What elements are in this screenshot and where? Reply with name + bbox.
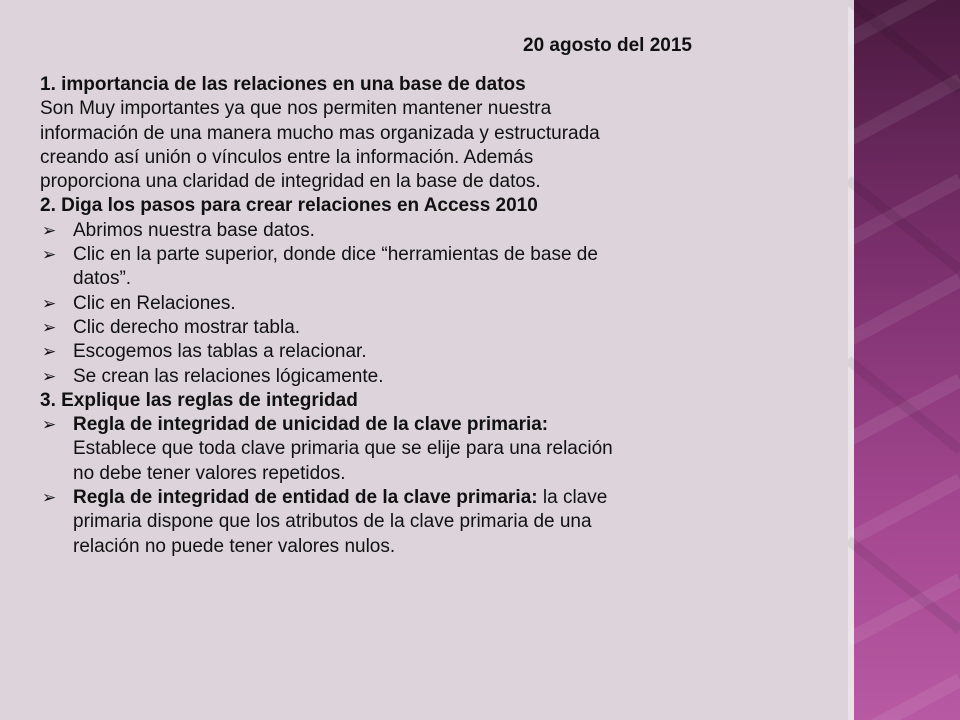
step-item [40,365,840,389]
step-text-continued: datos”. [73,268,132,290]
q1-heading: 1. importancia de las relaciones en una base de datos [40,74,526,95]
rule-text: Establece que toda clave primaria que se elije para una relación [73,438,613,460]
arrow-bullet-icon: ➢ [42,293,57,313]
arrow-bullet-icon: ➢ [42,488,57,508]
rule-text: relación no puede tener valores nulos. [73,535,396,557]
q1-line-4: proporciona una claridad de integridad en la base de datos. [40,171,541,193]
arrow-bullet-icon: ➢ [42,342,57,362]
step-item [40,340,840,364]
step-text: Clic en Relaciones. [73,292,236,314]
step-text: Se crean las relaciones lógicamente. [73,365,384,387]
arrow-bullet-icon: ➢ [42,317,57,337]
step-text: Abrimos nuestra base datos. [73,219,315,241]
step-item [40,219,840,243]
arrow-bullet-icon: ➢ [42,415,57,435]
rule-title: Regla de integridad de unicidad de la clave primaria: [73,414,549,436]
q1-line-2: información de una manera mucho mas organizada y estructurada [40,122,600,144]
step-text: Clic derecho mostrar tabla. [73,316,301,338]
q3-heading: 3. Explique las reglas de integridad [40,389,358,411]
rule-item [40,486,840,559]
step-item [40,243,840,292]
step-text: Clic en la parte superior, donde dice “herramientas de base de [73,244,598,266]
rule-text: la clave [537,487,608,509]
slide-content [40,73,840,559]
arrow-bullet-icon: ➢ [42,245,57,265]
step-text: Escogemos las tablas a relacionar. [73,341,367,363]
date-label: 20 agosto del 2015 [523,35,692,56]
q1-line-3: creando así unión o vínculos entre la información. Además [40,146,534,168]
arrow-bullet-icon: ➢ [42,366,57,386]
arrow-bullet-icon: ➢ [42,220,57,240]
rule-text: primaria dispone que los atributos de la clave primaria de una [73,511,592,533]
step-item [40,316,840,340]
rule-text: no debe tener valores repetidos. [73,462,346,484]
decorative-sidebar [848,0,960,720]
rule-title: Regla de integridad de entidad de la clave primaria: [73,487,538,509]
sidebar-pattern [848,0,960,720]
q1-line-1: Son Muy importantes ya que nos permiten mantener nuestra [40,98,552,120]
step-item [40,292,840,316]
q2-heading: 2. Diga los pasos para crear relaciones en Access 2010 [40,195,538,217]
rule-item [40,413,840,486]
